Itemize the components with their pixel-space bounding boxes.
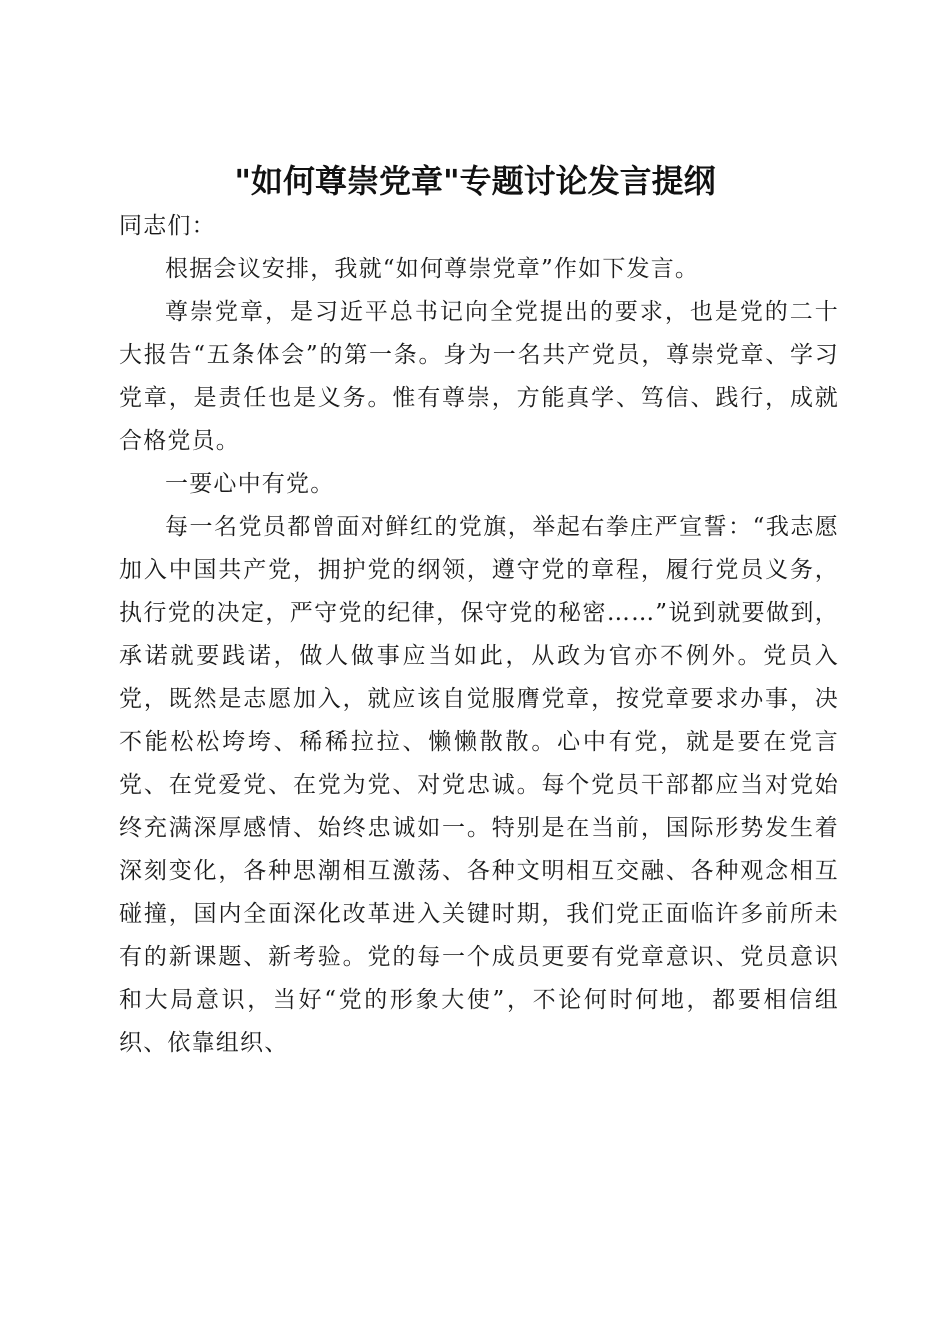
section-heading-party-in-heart: 一要心中有党。 (165, 471, 335, 497)
paragraph-intro: 根据会议安排，我就“如何尊崇党章”作如下发言。 (165, 256, 700, 282)
paragraph-respect-constitution: 尊崇党章，是习近平总书记向全党提出的要求，也是党的二十大报告“五条体会”的第一条。身为一名共产党员，尊崇党章、学习党章，是责任也是义务。惟有尊崇，方能真学、笃信、践行，成就合格党员。 (119, 299, 839, 454)
salutation: 同志们： (119, 213, 216, 239)
paragraph-party-oath: 每一名党员都曾面对鲜红的党旗，举起右拳庄严宣誓：“我志愿加入中国共产党，拥护党的纲领，遵守党的章程，履行党员义务，执行党的决定，严守党的纪律，保守党的秘密……”说到就要做到，承诺就要践诺，做人做事应当如此，从政为官亦不例外。党员入党，既然是志愿加入，就应该自觉服膺党章，按党章要求办事，决不能松松垮垮、稀稀拉拉、懒懒散散。心中有党，就是要在党言党、在党爱党、在党为党、对党忠诚。每个党员干部都应当对党始终充满深厚感情、始终忠诚如一。特别是在当前，国际形势发生着深刻变化，各种思潮相互激荡、各种文明相互交融、各种观念相互碰撞，国内全面深化改革进入关键时期，我们党正面临许多前所未有的新课题、新考验。党的每一个成员更要有党章意识、党员意识和大局意识，当好“党的形象大使”，不论何时何地，都要相信组织、依靠组织、 (119, 514, 839, 1056)
document-title: "如何尊崇党章"专题讨论发言提纲 (234, 162, 716, 201)
document-body (119, 205, 839, 1065)
